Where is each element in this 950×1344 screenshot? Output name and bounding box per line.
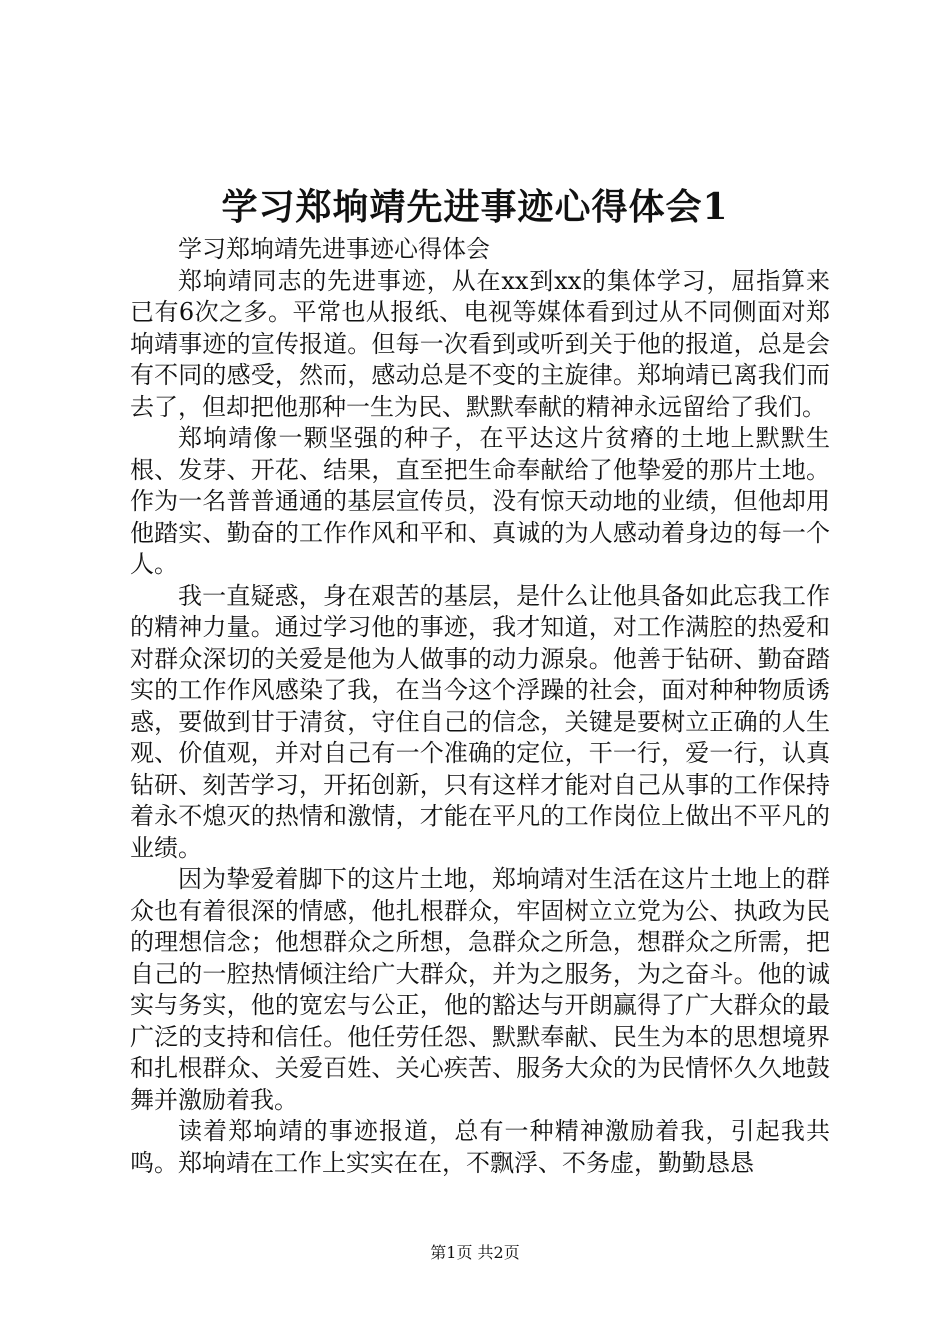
page-footer: 第1页 共2页 [430,1243,520,1262]
paragraph-3: 我一直疑惑，身在艰苦的基层，是什么让他具备如此忘我工作的精神力量。通过学习他的事迹，我才知道，对工作满腔的热爱和对群众深切的关爱是他为人做事的动力源泉。他善于钻研、勤奋踏实的工作作风感染了我，在当今这个浮躁的社会，面对种种物质诱惑，要做到甘于清贫，守住自己的信念，关键是要树立正确的人生观、价值观，并对自己有一个准确的定位，干一行，爱一行，认真钻研、刻苦学习，开拓创新，只有这样才能对自己从事的工作保持着永不熄灭的热情和激情，才能在平凡的工作岗位上做出不平凡的业绩。 [130,581,830,862]
paragraph-4: 因为挚爱着脚下的这片土地，郑垧靖对生活在这片土地上的群众也有着很深的情感，他扎根群众，牢固树立立党为公、执政为民的理想信念；他想群众之所想，急群众之所急，想群众之所需，把自己的一腔热情倾注给广大群众，并为之服务，为之奋斗。他的诚实与务实，他的宽宏与公正，他的豁达与开朗赢得了广大群众的最广泛的支持和信任。他任劳任怨、默默奉献、民生为本的思想境界和扎根群众、关爱百姓、关心疾苦、服务大众的为民情怀久久地鼓舞并激励着我。 [130,865,830,1114]
paragraph-subtitle: 学习郑垧靖先进事迹心得体会 [178,235,490,263]
paragraph-2: 郑垧靖像一颗坚强的种子，在平达这片贫瘠的土地上默默生根、发芽、开花、结果，直至把生命奉献给了他挚爱的那片土地。作为一名普普通通的基层宣传员，没有惊天动地的业绩，但他却用他踏实、勤奋的工作作风和平和、真诚的为人感动着身边的每一个人。 [130,424,830,578]
document-body [130,234,830,1179]
paragraph-5: 读着郑垧靖的事迹报道，总有一种精神激励着我，引起我共鸣。郑垧靖在工作上实实在在，不飘浮、不务虚，勤勤恳恳 [130,1117,830,1177]
paragraph-1: 郑垧靖同志的先进事迹，从在xx到xx的集体学习，屈指算来已有6次之多。平常也从报纸、电视等媒体看到过从不同侧面对郑垧靖事迹的宣传报道。但每一次看到或听到关于他的报道，总是会有不同的感受，然而，感动总是不变的主旋律。郑垧靖已离我们而去了，但却把他那种一生为民、默默奉献的精神永远留给了我们。 [130,266,830,421]
document-title: 学习郑垧靖先进事迹心得体会1 [221,186,729,228]
